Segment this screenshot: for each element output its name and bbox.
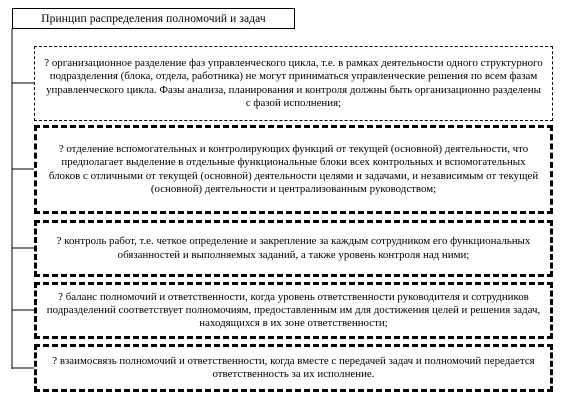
principle-text-3: ? контроль работ, т.е. четкое определение и закрепление за каждым сотрудником его функциональных обязанностей и выполняемых заданий, а также уровень контроля над ними; xyxy=(56,235,531,261)
principle-box-3 xyxy=(34,220,553,277)
principle-box-4 xyxy=(34,282,553,339)
principle-text-5: ? взаимосвязь полномочий и ответственности, когда вместе с передачей задач и полномочий передается ответственность за их исполнение. xyxy=(52,354,535,380)
principle-box-1 xyxy=(34,46,553,121)
principle-text-1: ? организационное разделение фаз управленческого цикла, т.е. в рамках деятельности одного структурного подразделения (блока, отдела, работника) не могут приниматься управленческие решения по всем фазам управленческого цикла. Фазы анализа, планирования и контроля должны быть организационно разделены с фазой исполнения; xyxy=(44,57,543,109)
principle-text-2: ? отделение вспомогательных и контролирующих функций от текущей (основной) деятельности, что предполагает выделение в отдельные функциональные блоки всех контрольных и вспомогательных блоков с отличными от текущей (основной) деятельности целями и задачами, и независимым от текущей (основной) деятельности и централизованным руководством; xyxy=(48,143,539,195)
principle-box-2 xyxy=(34,125,553,214)
diagram-title-box xyxy=(12,8,295,29)
principle-box-5 xyxy=(34,344,553,392)
principle-text-4: ? баланс полномочий и ответственности, когда уровень ответственности руководителя и сотрудников подразделений соответствует полномочиям, предоставленным им для достижения целей и решения задач, находящихся в их зоне ответственности; xyxy=(46,290,541,330)
diagram-title: Принцип распределения полномочий и задач xyxy=(41,12,266,25)
